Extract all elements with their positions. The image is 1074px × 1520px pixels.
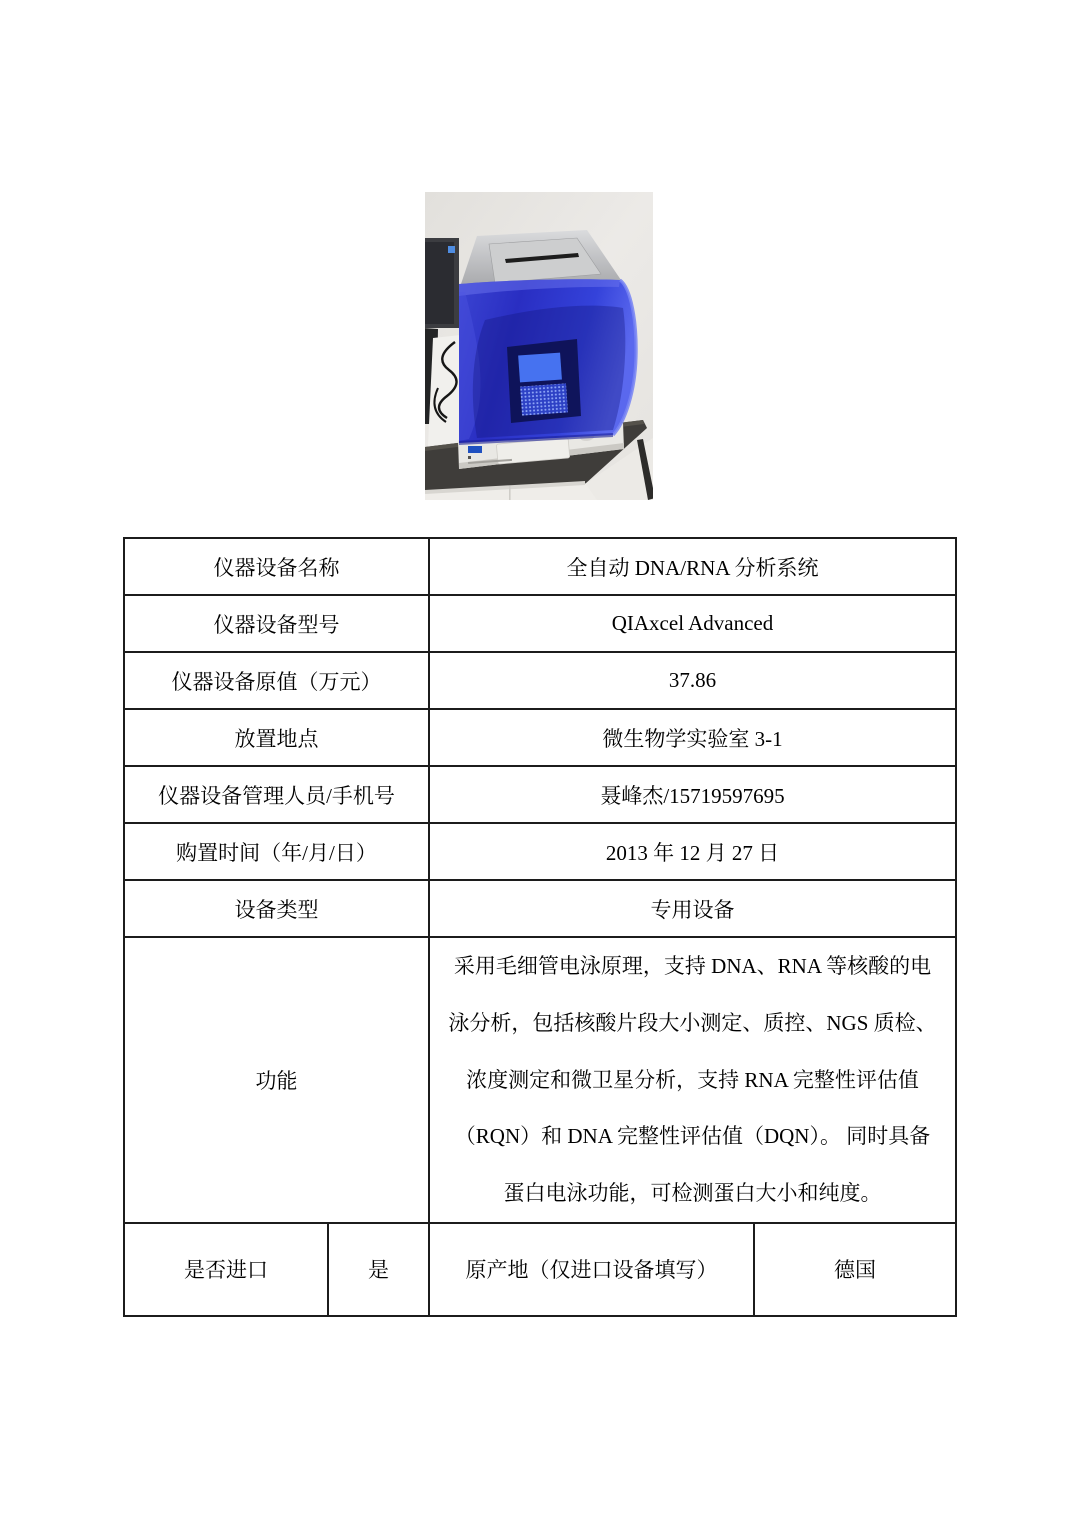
monitor <box>425 238 459 328</box>
row-value-imported: 是 <box>328 1223 429 1316</box>
function-line: （RQN）和 DNA 完整性评估值（DQN）。 同时具备 <box>454 1124 931 1149</box>
row-value-original-value: 37.86 <box>429 652 956 709</box>
table-row <box>124 652 956 709</box>
table-row <box>124 538 956 595</box>
row-value-purchase-date: 2013 年 12 月 27 日 <box>429 823 956 880</box>
table-row <box>124 595 956 652</box>
row-label-location: 放置地点 <box>124 709 429 766</box>
row-label-original-value: 仪器设备原值（万元） <box>124 652 429 709</box>
row-value-function <box>429 937 956 1223</box>
table-row <box>124 880 956 937</box>
table-row <box>124 709 956 766</box>
row-label-model: 仪器设备型号 <box>124 595 429 652</box>
table-row-import <box>124 1223 956 1316</box>
function-line: 蛋白电泳功能，可检测蛋白大小和纯度。 <box>503 1181 882 1206</box>
row-value-location: 微生物学实验室 3-1 <box>429 709 956 766</box>
row-value-origin: 德国 <box>754 1223 956 1316</box>
blue-dome <box>459 279 636 445</box>
row-label-origin: 原产地（仅进口设备填写） <box>429 1223 754 1316</box>
function-line: 采用毛细管电泳原理，支持 DNA、RNA 等核酸的电 <box>453 954 932 978</box>
monitor-logo <box>448 246 455 253</box>
equipment-photo-svg <box>425 192 653 500</box>
row-label-device-name: 仪器设备名称 <box>124 538 429 595</box>
well-plate <box>520 383 568 415</box>
row-value-model: QIAxcel Advanced <box>429 595 956 652</box>
equipment-info-table <box>123 537 957 1317</box>
table-row-function <box>124 937 956 1223</box>
table-row <box>124 823 956 880</box>
equipment-photo <box>425 192 653 500</box>
instrument-screen <box>518 353 562 383</box>
row-label-function: 功能 <box>124 937 429 1223</box>
row-label-device-type: 设备类型 <box>124 880 429 937</box>
function-line: 浓度测定和微卫星分析，支持 RNA 完整性评估值 <box>466 1067 919 1092</box>
row-value-manager-phone: 聂峰杰/15719597695 <box>429 766 956 823</box>
function-line: 泳分析，包括核酸片段大小测定、质控、NGS 质检、 <box>448 1010 937 1035</box>
table-row <box>124 766 956 823</box>
row-label-imported: 是否进口 <box>124 1223 328 1316</box>
row-value-device-name: 全自动 DNA/RNA 分析系统 <box>429 538 956 595</box>
cabinet-seam <box>509 486 511 500</box>
qiagen-logo <box>468 446 482 453</box>
row-label-purchase-date: 购置时间（年/月/日） <box>124 823 429 880</box>
row-value-device-type: 专用设备 <box>429 880 956 937</box>
row-label-manager-phone: 仪器设备管理人员/手机号 <box>124 766 429 823</box>
